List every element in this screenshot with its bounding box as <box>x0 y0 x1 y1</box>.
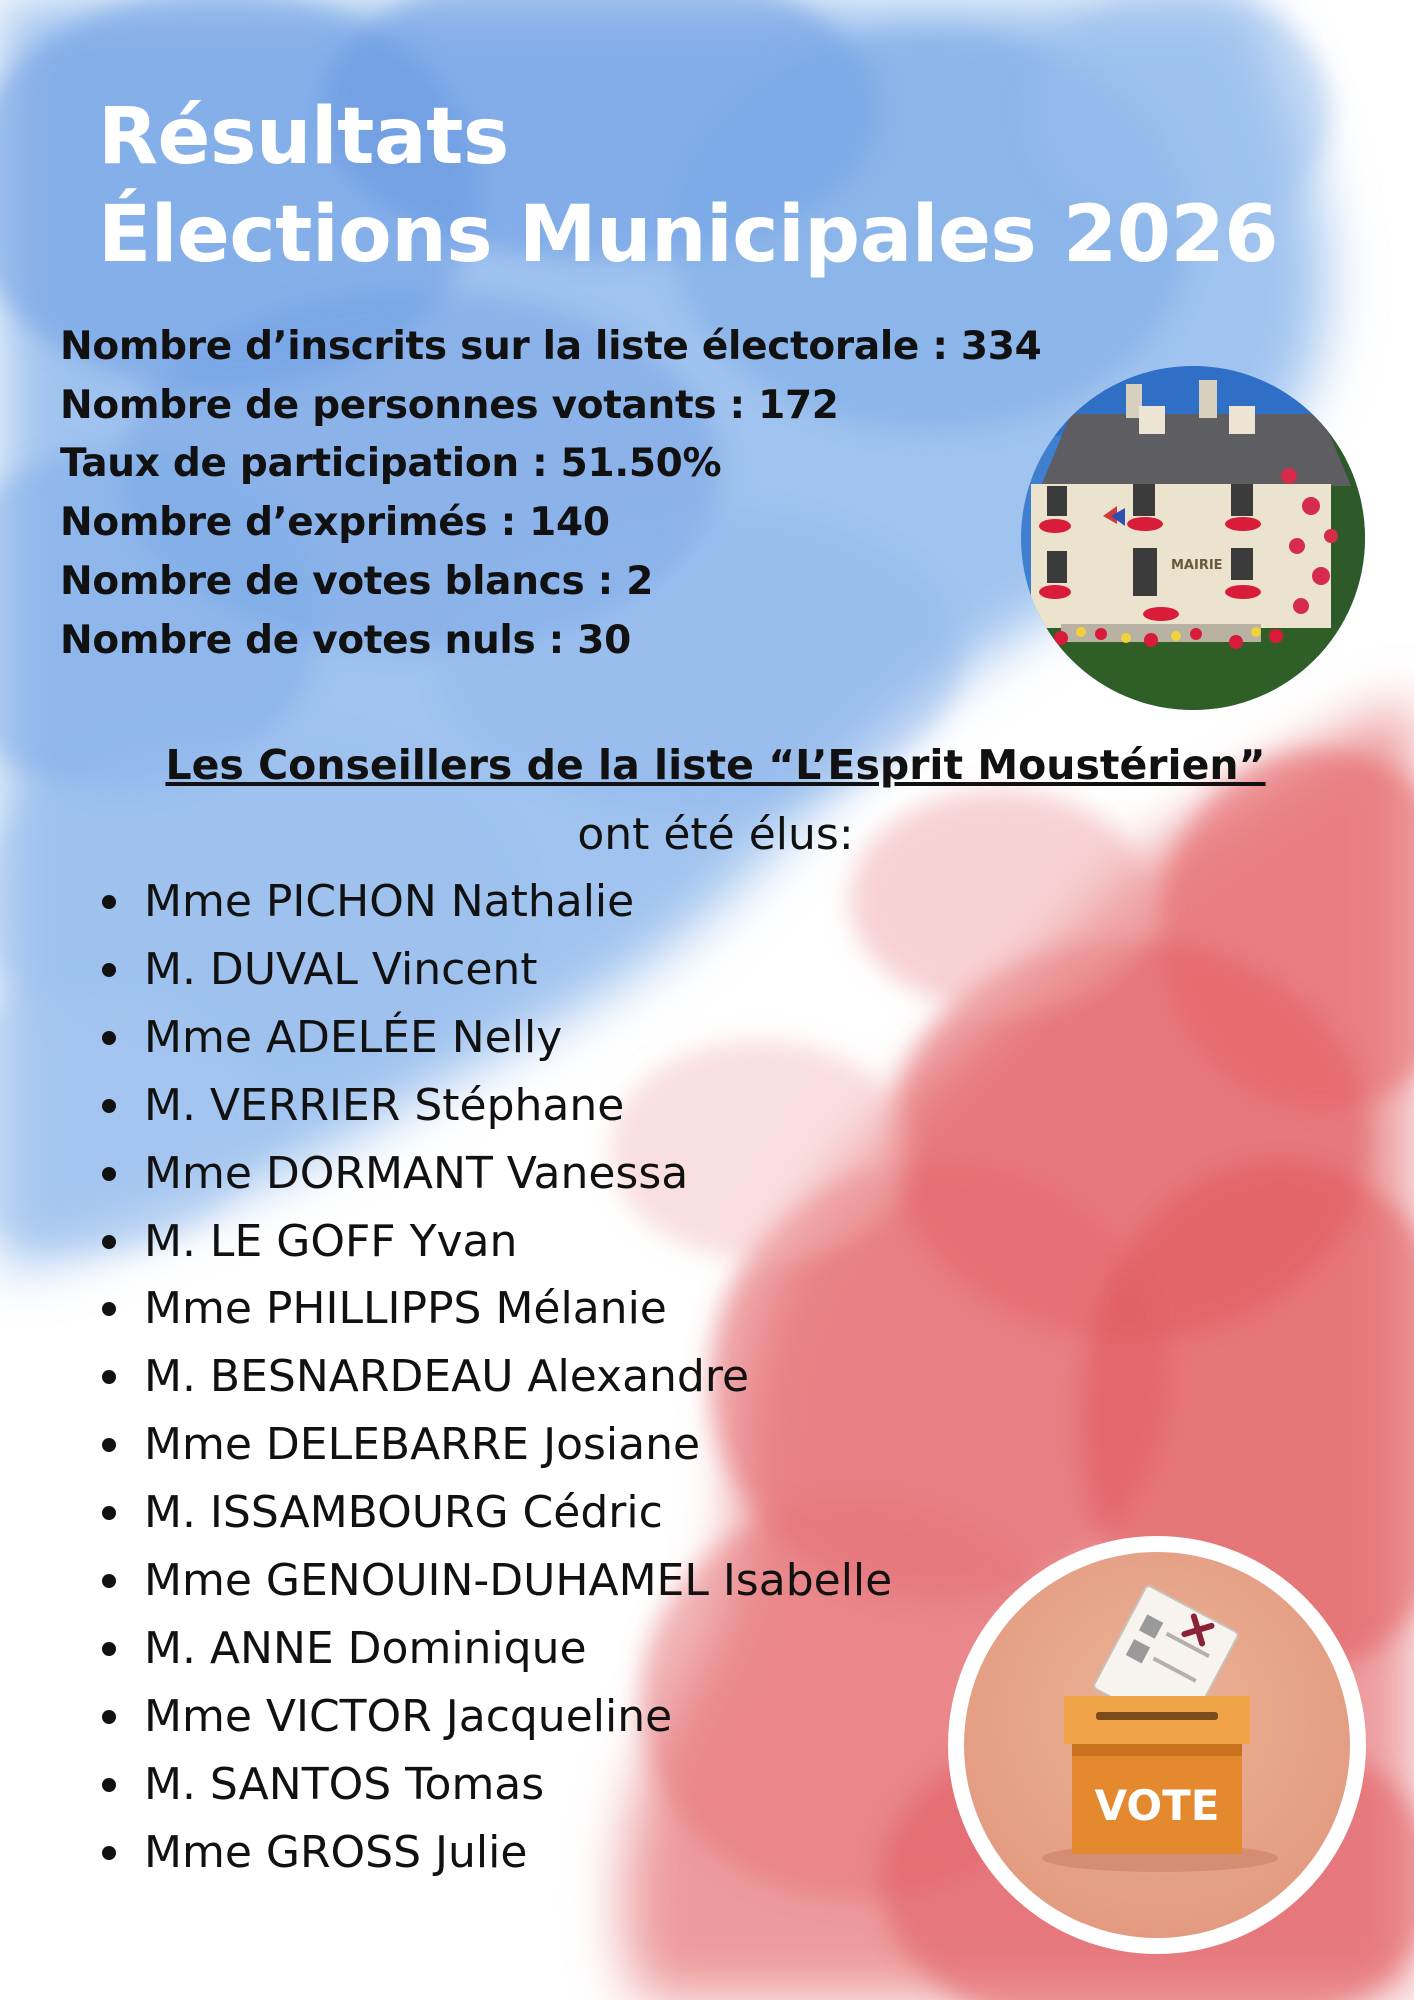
bullet-icon <box>102 1235 116 1249</box>
stat-valid-votes: Nombre d’exprimés : 140 <box>60 500 610 546</box>
list-item <box>94 1751 892 1819</box>
councillor-name: M. SANTOS Tomas <box>144 1758 545 1810</box>
stat-participation-rate: Taux de participation : 51.50% <box>60 441 722 487</box>
bullet-icon <box>102 1031 116 1045</box>
list-item <box>94 1615 892 1683</box>
list-item <box>94 1819 892 1887</box>
list-item <box>94 1547 892 1615</box>
bullet-icon <box>102 1710 116 1724</box>
councillor-name: Mme GROSS Julie <box>144 1826 528 1878</box>
list-item <box>94 1275 892 1343</box>
ballot-box-icon <box>948 1536 1366 1954</box>
list-item <box>94 1072 892 1140</box>
mairie-sign-text: MAIRIE <box>1171 558 1223 573</box>
councillor-name: Mme PHILLIPPS Mélanie <box>144 1283 667 1335</box>
bullet-icon <box>102 1438 116 1452</box>
bullet-icon <box>102 1574 116 1588</box>
town-hall-photo <box>1021 366 1365 710</box>
bullet-icon <box>102 1778 116 1792</box>
councillor-name: Mme VICTOR Jacqueline <box>144 1690 673 1742</box>
councillor-name: M. ANNE Dominique <box>144 1622 587 1674</box>
bullet-icon <box>102 963 116 977</box>
list-item <box>94 868 892 936</box>
list-item <box>94 1683 892 1751</box>
bullet-icon <box>102 1846 116 1860</box>
councillor-name: Mme DORMANT Vanessa <box>144 1147 689 1199</box>
bullet-icon <box>102 1302 116 1316</box>
list-item <box>94 1343 892 1411</box>
elected-list-heading: Les Conseillers de la liste “L’Esprit Moustérien” <box>165 741 1266 789</box>
councillor-name: M. ISSAMBOURG Cédric <box>144 1487 663 1539</box>
bullet-icon <box>102 1370 116 1384</box>
bullet-icon <box>102 1642 116 1656</box>
stat-registered-voters: Nombre d’inscrits sur la liste électorale : 334 <box>60 324 1042 369</box>
bullet-icon <box>102 1167 116 1181</box>
list-item <box>94 936 892 1004</box>
stat-voters: Nombre de personnes votants : 172 <box>60 382 839 428</box>
title-line-results: Résultats <box>98 92 509 182</box>
elected-list-subheading: ont été élus: <box>577 809 854 860</box>
bullet-icon <box>102 1506 116 1520</box>
title-line-elections: Élections Municipales 2026 <box>98 190 1279 280</box>
list-item <box>94 1208 892 1276</box>
page-title <box>98 88 1278 284</box>
elected-councillors-list <box>94 868 892 1887</box>
councillor-name: M. VERRIER Stéphane <box>144 1079 625 1131</box>
list-item <box>94 1411 892 1479</box>
councillor-name: M. DUVAL Vincent <box>144 943 538 995</box>
bullet-icon <box>102 1099 116 1113</box>
stat-blank-votes: Nombre de votes blancs : 2 <box>60 558 654 604</box>
councillor-name: Mme DELEBARRE Josiane <box>144 1419 701 1471</box>
list-item <box>94 1140 892 1208</box>
councillor-name: Mme ADELÉE Nelly <box>144 1011 563 1063</box>
bullet-icon <box>102 895 116 909</box>
turnout-statistics <box>60 318 1041 670</box>
stat-null-votes: Nombre de votes nuls : 30 <box>60 617 631 663</box>
councillor-name: Mme PICHON Nathalie <box>144 876 635 927</box>
councillor-name: Mme GENOUIN-DUHAMEL Isabelle <box>144 1555 893 1607</box>
councillor-name: M. LE GOFF Yvan <box>144 1215 518 1267</box>
vote-label: VOTE <box>1094 1781 1220 1830</box>
councillor-name: M. BESNARDEAU Alexandre <box>144 1351 750 1403</box>
list-item <box>94 1004 892 1072</box>
list-item <box>94 1479 892 1547</box>
vote-badge <box>948 1536 1366 1954</box>
